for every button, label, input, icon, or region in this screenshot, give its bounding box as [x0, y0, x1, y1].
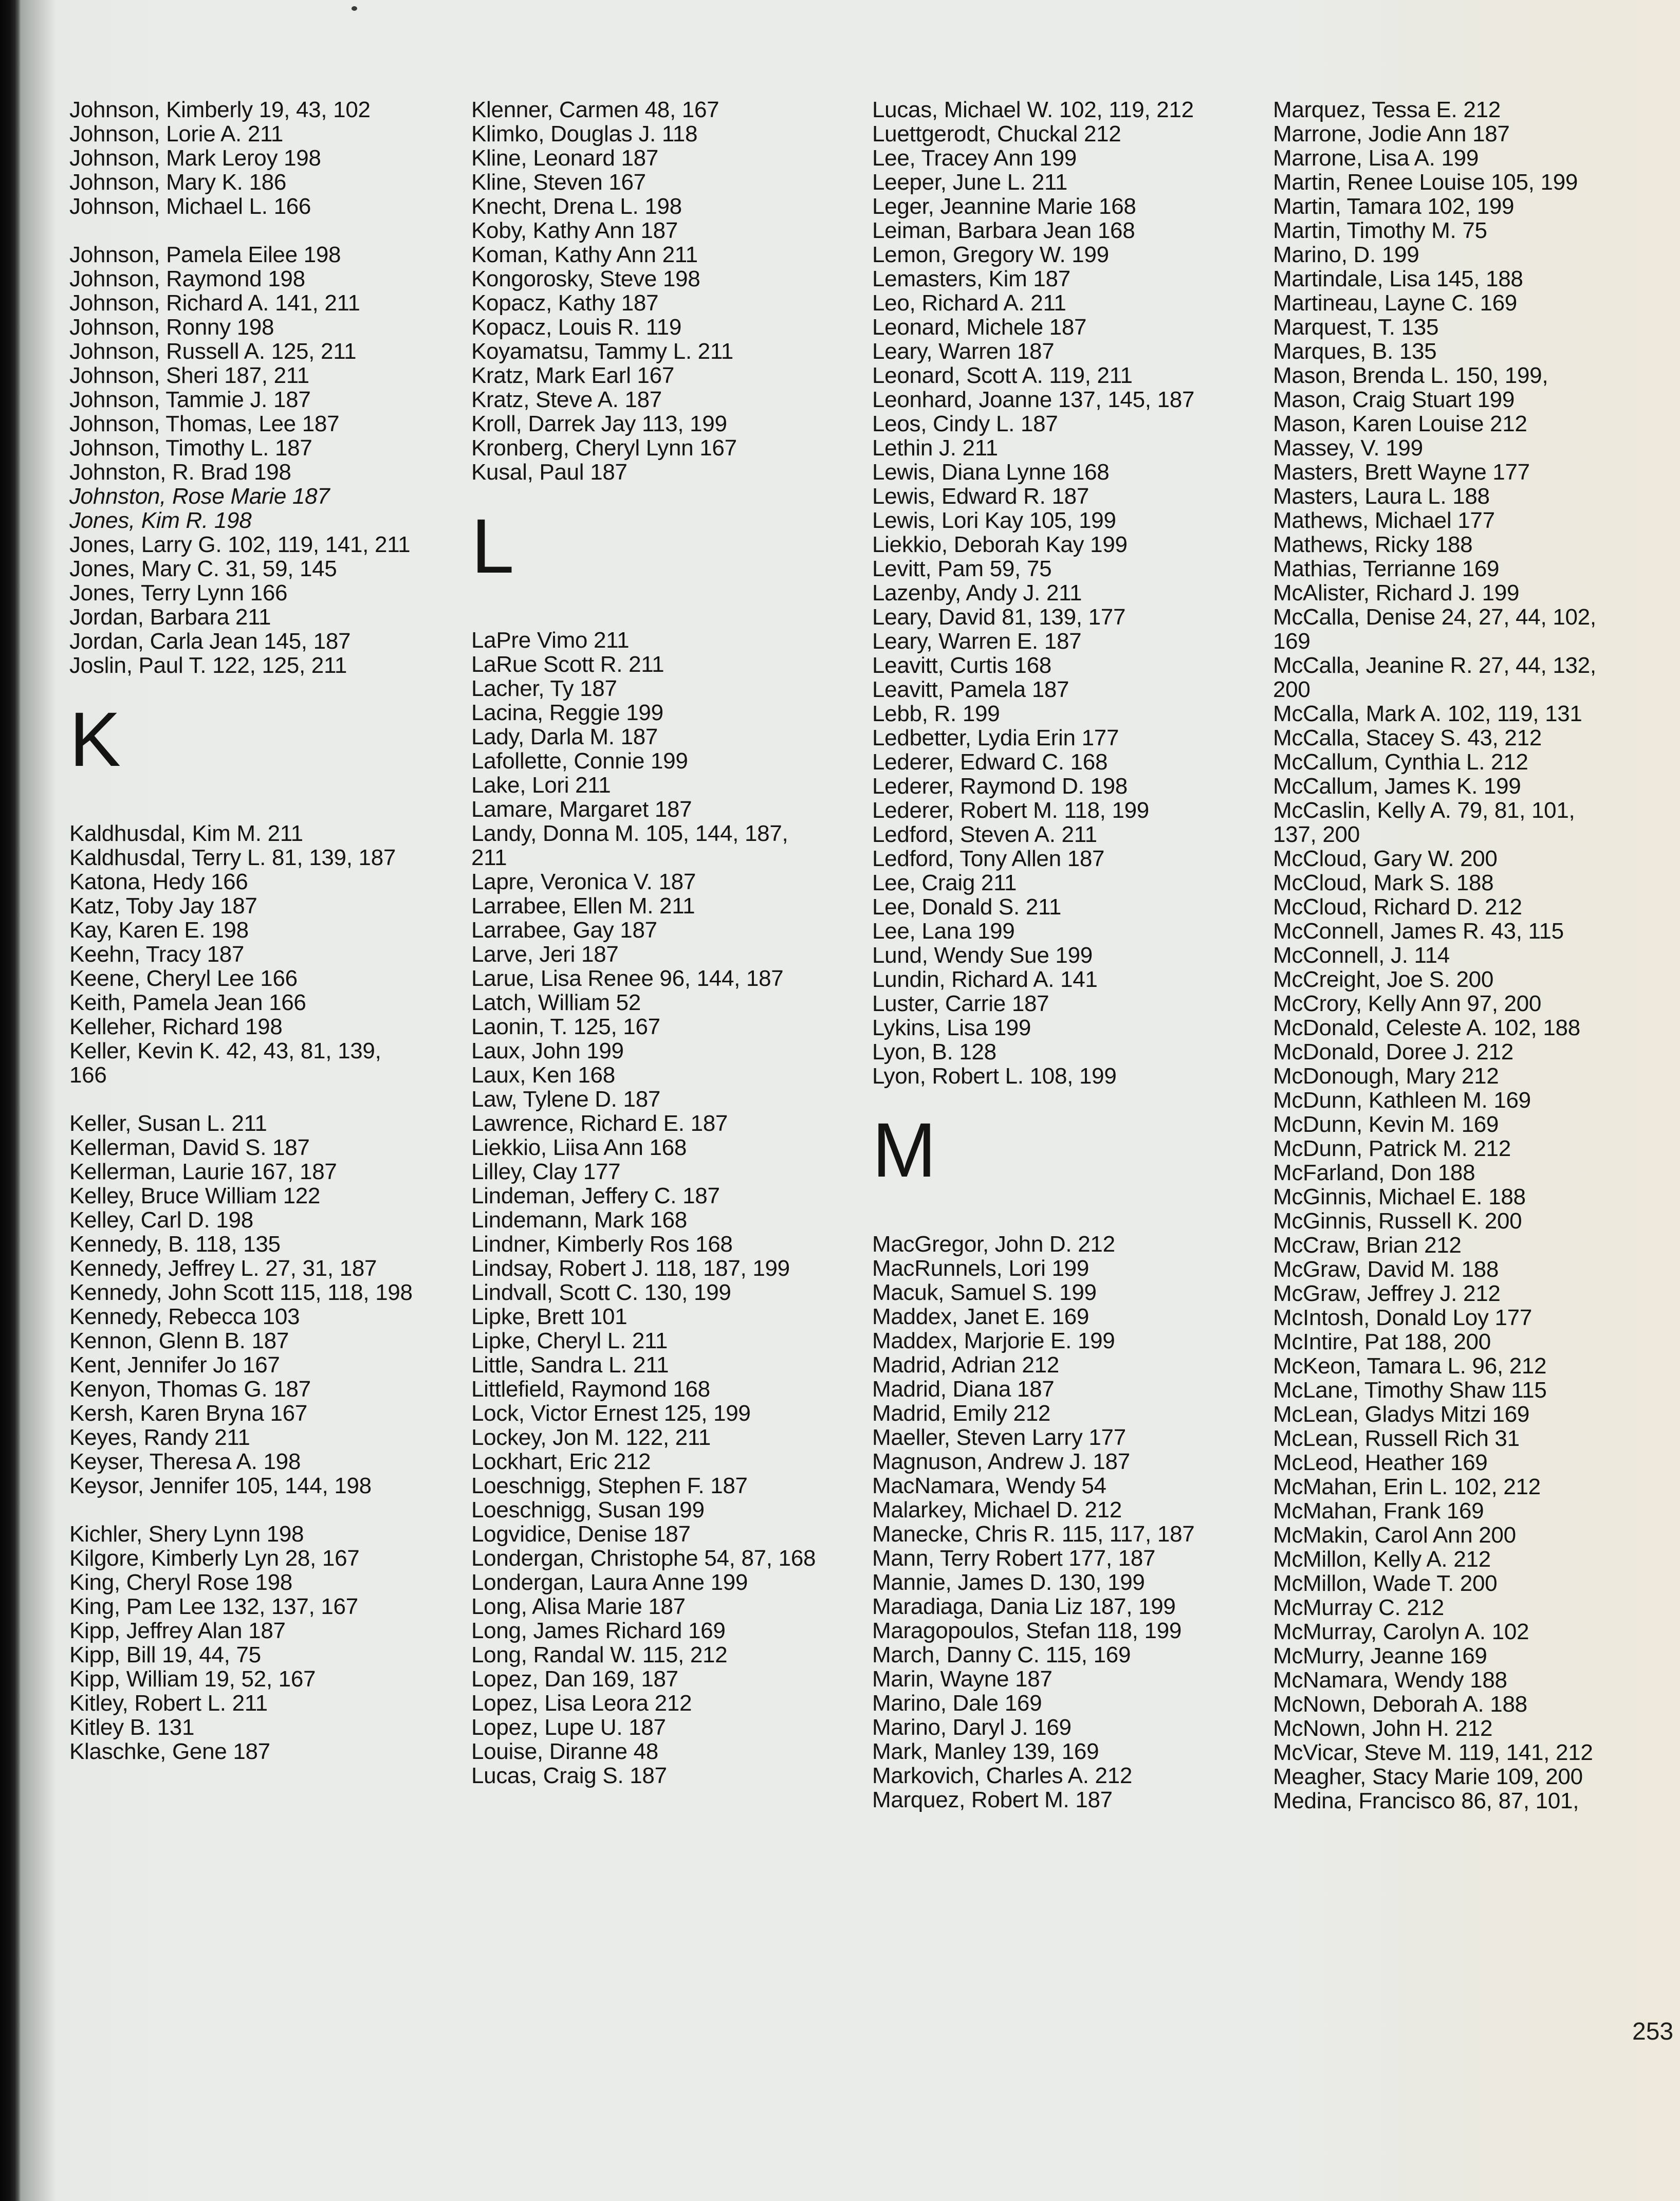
- index-entry: Masters, Brett Wayne 177: [1273, 460, 1530, 485]
- index-entry: Keehn, Tracy 187: [69, 942, 245, 967]
- index-entry: Landy, Donna M. 105, 144, 187, 211: [471, 821, 788, 870]
- index-entry: Meagher, Stacy Marie 109, 200: [1273, 1764, 1583, 1789]
- section-letter-K: K: [69, 696, 121, 782]
- index-entry: Katz, Toby Jay 187: [69, 893, 257, 919]
- index-entry: MacGregor, John D. 212: [872, 1232, 1115, 1257]
- index-entry: Leo, Richard A. 211: [872, 290, 1066, 316]
- index-entry: McLeod, Heather 169: [1273, 1450, 1488, 1475]
- index-entry: Leavitt, Curtis 168: [872, 653, 1051, 678]
- index-entry: McMillon, Wade T. 200: [1273, 1571, 1498, 1596]
- index-entry: Lafollette, Connie 199: [471, 748, 688, 774]
- index-entry: Lee, Donald S. 211: [872, 894, 1062, 920]
- index-entry: Long, Randal W. 115, 212: [471, 1642, 728, 1667]
- index-entry: Maragopoulos, Stefan 118, 199: [872, 1618, 1182, 1643]
- index-entry: McCloud, Mark S. 188: [1273, 870, 1494, 895]
- index-entry: Knecht, Drena L. 198: [471, 194, 682, 219]
- index-entry: Kennedy, John Scott 115, 118, 198: [69, 1280, 413, 1305]
- index-entry: Leonhard, Joanne 137, 145, 187: [872, 387, 1195, 412]
- index-entry: Koby, Kathy Ann 187: [471, 218, 678, 243]
- index-entry: McGinnis, Michael E. 188: [1273, 1184, 1526, 1209]
- index-entry: Massey, V. 199: [1273, 435, 1423, 461]
- index-entry: Lemon, Gregory W. 199: [872, 242, 1109, 267]
- index-entry: McNown, John H. 212: [1273, 1716, 1493, 1741]
- index-entry: Keyes, Randy 211: [69, 1425, 250, 1450]
- index-entry: McGinnis, Russell K. 200: [1273, 1208, 1522, 1234]
- index-entry: Lazenby, Andy J. 211: [872, 580, 1082, 606]
- index-entry: McDonald, Celeste A. 102, 188: [1273, 1015, 1580, 1040]
- index-entry: Lee, Craig 211: [872, 870, 1017, 895]
- index-entry: Mason, Brenda L. 150, 199,: [1273, 363, 1548, 388]
- index-entry: Littlefield, Raymond 168: [471, 1377, 710, 1402]
- index-entry: MacNamara, Wendy 54: [872, 1473, 1106, 1498]
- entry-group: [69, 1111, 415, 1498]
- index-entry: Koyamatsu, Tammy L. 211: [471, 339, 733, 364]
- index-entry: McCrory, Kelly Ann 97, 200: [1273, 991, 1542, 1016]
- index-entry: McCalla, Jeanine R. 27, 44, 132, 200: [1273, 653, 1596, 702]
- index-entry: Kaldhusdal, Terry L. 81, 139, 187: [69, 845, 396, 870]
- index-entry: Lipke, Cheryl L. 211: [471, 1328, 668, 1353]
- index-entry: Keith, Pamela Jean 166: [69, 990, 306, 1015]
- index-entry: Maddex, Marjorie E. 199: [872, 1328, 1115, 1353]
- index-entry: Marino, D. 199: [1273, 242, 1419, 267]
- index-entry: Johnson, Michael L. 166: [69, 194, 311, 219]
- index-entry: Klimko, Douglas J. 118: [471, 121, 698, 146]
- index-entry: Lake, Lori 211: [471, 773, 611, 798]
- section-letter-L: L: [471, 503, 514, 589]
- index-entry: Kelley, Bruce William 122: [69, 1183, 321, 1208]
- index-entry: McLean, Russell Rich 31: [1273, 1426, 1520, 1451]
- index-entry: Kitley B. 131: [69, 1715, 195, 1740]
- index-entry: McVicar, Steve M. 119, 141, 212: [1273, 1740, 1593, 1765]
- index-entry: Lacher, Ty 187: [471, 676, 617, 701]
- index-entry: Johnson, Mary K. 186: [69, 170, 287, 195]
- index-entry: Marquez, Tessa E. 212: [1273, 97, 1501, 122]
- index-entry: Lederer, Edward C. 168: [872, 749, 1108, 775]
- index-entry: Lockhart, Eric 212: [471, 1449, 651, 1474]
- index-entry: Kratz, Steve A. 187: [471, 387, 662, 412]
- index-entry: Jones, Kim R. 198: [69, 508, 252, 533]
- index-entry: Jordan, Carla Jean 145, 187: [69, 629, 351, 654]
- index-entry: Leavitt, Pamela 187: [872, 677, 1069, 702]
- index-entry: McMurray, Carolyn A. 102: [1273, 1619, 1529, 1644]
- index-entry: Johnson, Raymond 198: [69, 266, 305, 291]
- index-entry: Lindeman, Jeffery C. 187: [471, 1183, 720, 1208]
- index-entry: Liekkio, Deborah Kay 199: [872, 532, 1128, 557]
- index-column-4: [1273, 98, 1618, 1837]
- index-entry: Jones, Larry G. 102, 119, 141, 211: [69, 532, 411, 557]
- index-entry: McCalla, Denise 24, 27, 44, 102, 169: [1273, 604, 1596, 654]
- index-entry: Lindsay, Robert J. 118, 187, 199: [471, 1256, 790, 1281]
- index-entry: McGraw, David M. 188: [1273, 1257, 1499, 1282]
- index-entry: McMillon, Kelly A. 212: [1273, 1547, 1491, 1572]
- index-entry: Logvidice, Denise 187: [471, 1521, 691, 1547]
- entry-group: [872, 98, 1217, 1088]
- index-entry: McLane, Timothy Shaw 115: [1273, 1378, 1547, 1403]
- index-entry: Martin, Timothy M. 75: [1273, 218, 1487, 243]
- index-entry: Johnson, Tammie J. 187: [69, 387, 311, 412]
- index-entry: Lee, Tracey Ann 199: [872, 145, 1077, 171]
- index-entry: Ledford, Tony Allen 187: [872, 846, 1105, 871]
- index-entry: Kellerman, Laurie 167, 187: [69, 1159, 337, 1184]
- index-entry: Lacina, Reggie 199: [471, 700, 663, 725]
- index-entry: McAlister, Richard J. 199: [1273, 580, 1520, 606]
- index-entry: Lilley, Clay 177: [471, 1159, 621, 1184]
- index-entry: Maddex, Janet E. 169: [872, 1304, 1090, 1329]
- ink-speck: [352, 6, 357, 11]
- index-entry: King, Pam Lee 132, 137, 167: [69, 1594, 358, 1619]
- index-entry: McNamara, Wendy 188: [1273, 1667, 1507, 1693]
- index-entry: Kratz, Mark Earl 167: [471, 363, 675, 388]
- index-column-1: [69, 98, 415, 1788]
- index-entry: Marino, Daryl J. 169: [872, 1715, 1072, 1740]
- index-entry: Kipp, Jeffrey Alan 187: [69, 1618, 286, 1643]
- index-entry: McIntire, Pat 188, 200: [1273, 1329, 1491, 1354]
- index-entry: Kennedy, Rebecca 103: [69, 1304, 300, 1329]
- index-entry: Marquest, T. 135: [1273, 315, 1439, 340]
- index-entry: McCaslin, Kelly A. 79, 81, 101, 137, 200: [1273, 798, 1575, 847]
- index-entry: Markovich, Charles A. 212: [872, 1763, 1133, 1788]
- index-entry: Loeschnigg, Stephen F. 187: [471, 1473, 748, 1498]
- index-entry: Lady, Darla M. 187: [471, 724, 658, 749]
- index-entry: McCalla, Stacey S. 43, 212: [1273, 725, 1542, 750]
- index-entry: Luettgerodt, Chuckal 212: [872, 121, 1121, 146]
- index-entry: Johnson, Kimberly 19, 43, 102: [69, 97, 371, 122]
- index-entry: Lindner, Kimberly Ros 168: [471, 1232, 733, 1257]
- index-entry: Johnson, Mark Leroy 198: [69, 145, 321, 171]
- index-entry: Lindvall, Scott C. 130, 199: [471, 1280, 731, 1305]
- index-entry: McConnell, James R. 43, 115: [1273, 919, 1564, 944]
- index-entry: LaPre Vimo 211: [471, 628, 630, 653]
- index-entry: Mannie, James D. 130, 199: [872, 1570, 1145, 1595]
- index-entry: Kroll, Darrek Jay 113, 199: [471, 411, 727, 436]
- index-entry: Martineau, Layne C. 169: [1273, 290, 1517, 316]
- index-entry: Kay, Karen E. 198: [69, 918, 249, 943]
- index-entry: McMakin, Carol Ann 200: [1273, 1523, 1516, 1548]
- index-entry: Johnson, Sheri 187, 211: [69, 363, 309, 388]
- index-entry: Kline, Steven 167: [471, 170, 646, 195]
- index-entry: Kersh, Karen Bryna 167: [69, 1401, 308, 1426]
- index-entry: Kichler, Shery Lynn 198: [69, 1521, 304, 1547]
- index-entry: Larrabee, Ellen M. 211: [471, 893, 695, 919]
- index-entry: Marino, Dale 169: [872, 1691, 1042, 1716]
- index-entry: McDunn, Kevin M. 169: [1273, 1112, 1499, 1137]
- index-entry: Kipp, Bill 19, 44, 75: [69, 1642, 261, 1667]
- index-entry: Medina, Francisco 86, 87, 101,: [1273, 1788, 1579, 1813]
- index-entry: Latch, William 52: [471, 990, 641, 1015]
- index-entry: Mark, Manley 139, 169: [872, 1739, 1099, 1764]
- entry-group: [872, 1232, 1217, 1812]
- index-entry: Leiman, Barbara Jean 168: [872, 218, 1135, 243]
- index-entry: Keene, Cheryl Lee 166: [69, 966, 298, 991]
- index-entry: Kongorosky, Steve 198: [471, 266, 700, 291]
- index-entry: Macuk, Samuel S. 199: [872, 1280, 1097, 1305]
- index-entry: Madrid, Diana 187: [872, 1377, 1055, 1402]
- index-entry: Laux, John 199: [471, 1038, 624, 1063]
- index-entry: Manecke, Chris R. 115, 117, 187: [872, 1521, 1195, 1547]
- index-entry: MacRunnels, Lori 199: [872, 1256, 1090, 1281]
- index-entry: Leonard, Michele 187: [872, 315, 1087, 340]
- index-entry: McDonough, Mary 212: [1273, 1063, 1499, 1089]
- entry-group: [69, 1522, 415, 1764]
- index-entry: Lewis, Lori Kay 105, 199: [872, 508, 1116, 533]
- index-entry: Mann, Terry Robert 177, 187: [872, 1546, 1156, 1571]
- index-entry: McKeon, Tamara L. 96, 212: [1273, 1353, 1547, 1379]
- index-entry: Lopez, Lupe U. 187: [471, 1715, 666, 1740]
- index-entry: Lundin, Richard A. 141: [872, 967, 1098, 992]
- index-entry: McCloud, Richard D. 212: [1273, 894, 1522, 920]
- index-entry: Lawrence, Richard E. 187: [471, 1111, 728, 1136]
- index-entry: McCraw, Brian 212: [1273, 1233, 1462, 1258]
- index-entry: Johnson, Richard A. 141, 211: [69, 290, 360, 316]
- index-entry: Lipke, Brett 101: [471, 1304, 627, 1329]
- index-entry: McMurry, Jeanne 169: [1273, 1643, 1487, 1668]
- index-entry: King, Cheryl Rose 198: [69, 1570, 292, 1595]
- index-entry: Leary, Warren E. 187: [872, 629, 1082, 654]
- index-entry: Londergan, Christophe 54, 87, 168: [471, 1546, 816, 1571]
- index-entry: Lebb, R. 199: [872, 701, 1000, 726]
- index-entry: Jordan, Barbara 211: [69, 604, 271, 630]
- entry-group: [471, 628, 817, 1788]
- index-entry: Leos, Cindy L. 187: [872, 411, 1058, 436]
- index-entry: Leeper, June L. 211: [872, 170, 1068, 195]
- index-column-3: [872, 98, 1217, 1836]
- index-entry: Madrid, Adrian 212: [872, 1352, 1059, 1378]
- entry-group: [69, 98, 415, 218]
- index-entry: Larve, Jeri 187: [471, 942, 619, 967]
- index-entry: Lockey, Jon M. 122, 211: [471, 1425, 711, 1450]
- index-entry: Keyser, Theresa A. 198: [69, 1449, 301, 1474]
- index-entry: Kennedy, B. 118, 135: [69, 1232, 281, 1257]
- index-entry: March, Danny C. 115, 169: [872, 1642, 1131, 1667]
- index-entry: Lewis, Edward R. 187: [872, 484, 1089, 509]
- index-entry: Kent, Jennifer Jo 167: [69, 1352, 280, 1378]
- index-entry: Long, Alisa Marie 187: [471, 1594, 686, 1619]
- index-entry: Marques, B. 135: [1273, 339, 1437, 364]
- index-entry: Joslin, Paul T. 122, 125, 211: [69, 653, 347, 678]
- index-entry: Marrone, Jodie Ann 187: [1273, 121, 1510, 146]
- index-entry: Kipp, William 19, 52, 167: [69, 1666, 316, 1692]
- index-entry: Kitley, Robert L. 211: [69, 1691, 268, 1716]
- index-entry: Mathews, Ricky 188: [1273, 532, 1473, 557]
- index-entry: Lucas, Michael W. 102, 119, 212: [872, 97, 1194, 122]
- index-entry: McMahan, Erin L. 102, 212: [1273, 1474, 1541, 1499]
- index-entry: Leger, Jeannine Marie 168: [872, 194, 1136, 219]
- index-entry: Kronberg, Cheryl Lynn 167: [471, 435, 737, 461]
- index-entry: Kelley, Carl D. 198: [69, 1207, 253, 1233]
- index-entry: Malarkey, Michael D. 212: [872, 1497, 1122, 1523]
- index-entry: Lyon, B. 128: [872, 1039, 996, 1065]
- index-entry: Johnson, Lorie A. 211: [69, 121, 284, 146]
- index-entry: Martin, Renee Louise 105, 199: [1273, 170, 1578, 195]
- index-column-2: [471, 98, 817, 1812]
- index-entry: Kellerman, David S. 187: [69, 1135, 310, 1160]
- index-entry: Maradiaga, Dania Liz 187, 199: [872, 1594, 1176, 1619]
- index-entry: Laonin, T. 125, 167: [471, 1014, 660, 1039]
- index-entry: Luster, Carrie 187: [872, 991, 1049, 1016]
- entry-group: [471, 98, 817, 484]
- index-entry: Masters, Laura L. 188: [1273, 484, 1490, 509]
- index-entry: Johnston, R. Brad 198: [69, 460, 291, 485]
- index-entry: McMurray C. 212: [1273, 1595, 1444, 1620]
- index-entry: Johnson, Ronny 198: [69, 315, 274, 340]
- index-entry: Johnson, Pamela Eilee 198: [69, 242, 341, 267]
- index-entry: Jones, Mary C. 31, 59, 145: [69, 556, 337, 581]
- index-entry: Londergan, Laura Anne 199: [471, 1570, 748, 1595]
- index-entry: Lopez, Lisa Leora 212: [471, 1691, 692, 1716]
- index-entry: Laux, Ken 168: [471, 1062, 615, 1088]
- index-entry: Ledford, Steven A. 211: [872, 822, 1097, 847]
- index-entry: Long, James Richard 169: [471, 1618, 726, 1643]
- index-entry: Lopez, Dan 169, 187: [471, 1666, 678, 1692]
- index-entry: Leary, David 81, 139, 177: [872, 604, 1126, 630]
- index-entry: McDunn, Patrick M. 212: [1273, 1136, 1511, 1161]
- index-entry: Lindemann, Mark 168: [471, 1207, 687, 1233]
- index-entry: Magnuson, Andrew J. 187: [872, 1449, 1130, 1474]
- section-letter-M: M: [872, 1107, 936, 1193]
- index-entry: Johnston, Rose Marie 187: [69, 484, 330, 509]
- index-entry: Marrone, Lisa A. 199: [1273, 145, 1479, 171]
- index-entry: Kenyon, Thomas G. 187: [69, 1377, 311, 1402]
- index-entry: Mason, Karen Louise 212: [1273, 411, 1527, 436]
- index-entry: McCloud, Gary W. 200: [1273, 846, 1498, 871]
- index-entry: Kelleher, Richard 198: [69, 1014, 283, 1039]
- index-entry: Leonard, Scott A. 119, 211: [872, 363, 1133, 388]
- index-entry: Mathias, Terrianne 169: [1273, 556, 1500, 581]
- index-entry: McIntosh, Donald Loy 177: [1273, 1305, 1532, 1330]
- index-entry: LaRue Scott R. 211: [471, 652, 664, 677]
- index-entry: Marin, Wayne 187: [872, 1666, 1053, 1692]
- index-entry: Little, Sandra L. 211: [471, 1352, 669, 1378]
- index-entry: Marquez, Robert M. 187: [872, 1787, 1113, 1812]
- index-entry: McFarland, Don 188: [1273, 1160, 1475, 1185]
- index-entry: Liekkio, Liisa Ann 168: [471, 1135, 687, 1160]
- entry-group: [69, 243, 415, 677]
- index-entry: Ledbetter, Lydia Erin 177: [872, 725, 1119, 750]
- index-entry: Keller, Kevin K. 42, 43, 81, 139, 166: [69, 1038, 381, 1088]
- index-entry: Lykins, Lisa 199: [872, 1015, 1031, 1040]
- index-entry: Levitt, Pam 59, 75: [872, 556, 1052, 581]
- index-entry: Kopacz, Kathy 187: [471, 290, 659, 316]
- index-entry: Lock, Victor Ernest 125, 199: [471, 1401, 751, 1426]
- index-entry: Leary, Warren 187: [872, 339, 1055, 364]
- index-entry: McCalla, Mark A. 102, 119, 131: [1273, 701, 1582, 726]
- index-entry: Lucas, Craig S. 187: [471, 1763, 667, 1788]
- index-entry: Lederer, Raymond D. 198: [872, 774, 1128, 799]
- index-entry: Mason, Craig Stuart 199: [1273, 387, 1515, 412]
- index-entry: Kilgore, Kimberly Lyn 28, 167: [69, 1546, 360, 1571]
- index-entry: Martindale, Lisa 145, 188: [1273, 266, 1523, 291]
- index-entry: McDunn, Kathleen M. 169: [1273, 1088, 1531, 1113]
- index-entry: Katona, Hedy 166: [69, 869, 248, 894]
- index-entry: McNown, Deborah A. 188: [1273, 1692, 1527, 1717]
- index-entry: Kaldhusdal, Kim M. 211: [69, 821, 303, 846]
- index-entry: Mathews, Michael 177: [1273, 508, 1495, 533]
- index-entry: Kline, Leonard 187: [471, 145, 659, 171]
- index-entry: Maeller, Steven Larry 177: [872, 1425, 1126, 1450]
- index-entry: Johnson, Russell A. 125, 211: [69, 339, 357, 364]
- index-entry: Lethin J. 211: [872, 435, 998, 461]
- index-entry: McCallum, Cynthia L. 212: [1273, 749, 1528, 775]
- index-entry: Lapre, Veronica V. 187: [471, 869, 696, 894]
- book-spine: [0, 0, 21, 2201]
- index-entry: McDonald, Doree J. 212: [1273, 1039, 1513, 1065]
- index-entry: Koman, Kathy Ann 211: [471, 242, 698, 267]
- index-entry: Madrid, Emily 212: [872, 1401, 1051, 1426]
- index-entry: Larue, Lisa Renee 96, 144, 187: [471, 966, 784, 991]
- index-entry: Law, Tylene D. 187: [471, 1087, 661, 1112]
- index-entry: Jones, Terry Lynn 166: [69, 580, 288, 606]
- index-entry: McLean, Gladys Mitzi 169: [1273, 1402, 1530, 1427]
- index-entry: Kopacz, Louis R. 119: [471, 315, 681, 340]
- index-entry: Kusal, Paul 187: [471, 460, 627, 485]
- index-entry: Kennedy, Jeffrey L. 27, 31, 187: [69, 1256, 377, 1281]
- index-entry: Louise, Diranne 48: [471, 1739, 658, 1764]
- index-entry: Lyon, Robert L. 108, 199: [872, 1063, 1117, 1089]
- index-entry: Kennon, Glenn B. 187: [69, 1328, 289, 1353]
- index-entry: Keysor, Jennifer 105, 144, 198: [69, 1473, 372, 1498]
- index-entry: Klaschke, Gene 187: [69, 1739, 270, 1764]
- spine-shadow: [21, 0, 57, 2201]
- index-entry: Lund, Wendy Sue 199: [872, 943, 1093, 968]
- index-entry: Johnson, Timothy L. 187: [69, 435, 312, 461]
- index-entry: Johnson, Thomas, Lee 187: [69, 411, 340, 436]
- index-entry: Larrabee, Gay 187: [471, 918, 657, 943]
- index-entry: McCallum, James K. 199: [1273, 774, 1521, 799]
- index-entry: Lewis, Diana Lynne 168: [872, 460, 1110, 485]
- index-entry: Loeschnigg, Susan 199: [471, 1497, 705, 1523]
- index-entry: Klenner, Carmen 48, 167: [471, 97, 719, 122]
- index-entry: McMahan, Frank 169: [1273, 1498, 1484, 1524]
- index-entry: McGraw, Jeffrey J. 212: [1273, 1281, 1501, 1306]
- index-entry: Martin, Tamara 102, 199: [1273, 194, 1515, 219]
- index-entry: Lamare, Margaret 187: [471, 797, 692, 822]
- index-entry: McConnell, J. 114: [1273, 943, 1450, 968]
- index-entry: Lemasters, Kim 187: [872, 266, 1070, 291]
- index-entry: McCreight, Joe S. 200: [1273, 967, 1494, 992]
- index-entry: Keller, Susan L. 211: [69, 1111, 267, 1136]
- entry-group: [1273, 98, 1618, 1813]
- entry-group: [69, 821, 415, 1087]
- page-number: 253: [1632, 2018, 1674, 2045]
- index-entry: Lederer, Robert M. 118, 199: [872, 798, 1149, 823]
- index-entry: Lee, Lana 199: [872, 919, 1015, 944]
